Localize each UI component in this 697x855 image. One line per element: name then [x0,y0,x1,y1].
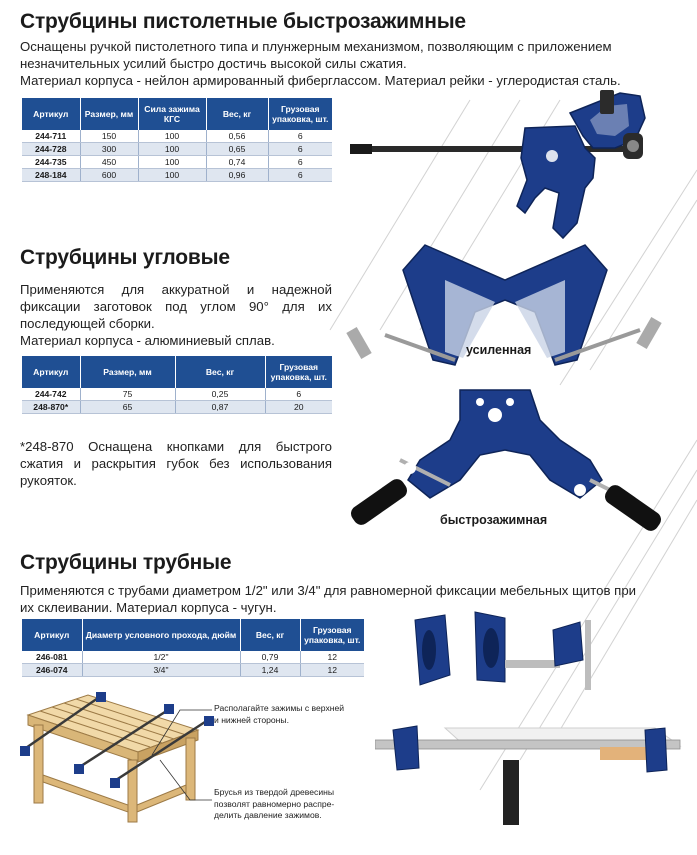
cell-weight: 0,56 [206,130,268,143]
note-bottom-line-2: позволят равномерно распре- [214,798,335,809]
caption-reinforced: усиленная [466,343,532,357]
section1-line-3: Материал корпуса - нейлон армированный фиберглассом. Материал рейки - углеродистая сталь. [20,73,621,88]
header-article: Артикул [22,356,80,388]
section3-line-1: Применяются с трубами диаметром 1/2" или 3/4" для равномерной фиксации мебельных щитов при [20,583,637,598]
section1-line-2: незначительных усилий быстро достичь высокой силы сжатия. [20,56,407,71]
cell-size: 300 [80,143,138,156]
table-row [22,388,332,401]
note-bottom [214,787,374,822]
header-weight: Вес, кг [206,98,268,130]
cell-article: 246-074 [22,664,82,677]
note-top-line-2: и нижней стороны. [214,714,289,725]
section3-title: Струбцины трубные [20,551,232,574]
cell-weight: 0,87 [175,401,265,414]
footnote-line-2: сжатия и раскрытия губок без использования [20,456,332,471]
header-pack: Грузовая упаковка, шт. [300,619,364,651]
section2-line-1: Применяются для аккуратной и надежной [20,282,332,297]
table-header-row [22,356,332,388]
cell-article: 246-081 [22,651,82,664]
header-article: Артикул [22,98,80,130]
section2-line-3: последующей сборки. [20,316,155,331]
note-top [214,703,374,726]
note-bottom-line-1: Брусья из твердой древесины [214,787,335,797]
cell-article: 244-728 [22,143,80,156]
section2-spec-table [22,356,332,414]
note-top-line-1: Располагайте зажимы с верхней [214,703,345,713]
cell-diameter: 3/4" [82,664,240,677]
header-force: Сила зажима КГС [138,98,206,130]
header-weight: Вес, кг [175,356,265,388]
table-row [22,651,364,664]
header-pack: Грузовая упаковка, шт. [268,98,332,130]
section2-description [20,281,332,349]
pipe-clamp-parts-image [405,600,605,695]
cell-article: 244-742 [22,388,80,401]
corner-clamp-reinforced-image [345,240,665,380]
cell-size: 65 [80,401,175,414]
cell-weight: 1,24 [240,664,300,677]
cell-article: 244-735 [22,156,80,169]
cell-weight: 0,79 [240,651,300,664]
cell-weight: 0,25 [175,388,265,401]
section1-line-1: Оснащены ручкой пистолетного типа и плунжерным механизмом, позволяющим с приложением [20,39,612,54]
callout-lines [150,700,220,810]
section3-spec-table [22,619,364,677]
cell-pack: 12 [300,664,364,677]
pistol-clamp-image [345,88,675,248]
cell-pack: 6 [268,156,332,169]
footnote-line-1: *248-870 Оснащена кнопками для быстрого [20,439,332,454]
section2-footnote [20,438,332,489]
cell-article: 248-184 [22,169,80,182]
cell-pack: 6 [268,130,332,143]
cell-article: 248-870* [22,401,80,414]
footnote-line-3: рукояток. [20,473,77,488]
pipe-clamp-assembled-image [375,700,685,830]
cell-article: 244-711 [22,130,80,143]
header-diameter: Диаметр условного прохода, дюйм [82,619,240,651]
table-header-row [22,619,364,651]
section2-line-4: Материал корпуса - алюминиевый сплав. [20,333,275,348]
cell-pack: 6 [268,143,332,156]
cell-force: 100 [138,169,206,182]
section3-line-2: их склеивании. Материал корпуса - чугун. [20,600,277,615]
cell-force: 100 [138,143,206,156]
cell-size: 150 [80,130,138,143]
cell-force: 100 [138,130,206,143]
table-row [22,401,332,414]
header-size: Размер, мм [80,98,138,130]
cell-weight: 0,74 [206,156,268,169]
note-bottom-line-3: делить давление зажимов. [214,810,322,820]
cell-pack: 6 [268,169,332,182]
cell-force: 100 [138,156,206,169]
cell-pack: 12 [300,651,364,664]
cell-diameter: 1/2" [82,651,240,664]
cell-weight: 0,65 [206,143,268,156]
header-weight: Вес, кг [240,619,300,651]
cell-weight: 0,96 [206,169,268,182]
header-article: Артикул [22,619,82,651]
cell-pack: 20 [265,401,332,414]
section2-line-2: фиксации заготовок под углом 90° для их [20,299,332,314]
cell-size: 450 [80,156,138,169]
table-row [22,664,364,677]
caption-quick: быстрозажимная [440,513,548,527]
header-pack: Грузовая упаковка, шт. [265,356,332,388]
cell-size: 75 [80,388,175,401]
section1-title: Струбцины пистолетные быстрозажимные [20,10,466,33]
section2-title: Струбцины угловые [20,246,230,269]
cell-size: 600 [80,169,138,182]
cell-pack: 6 [265,388,332,401]
header-size: Размер, мм [80,356,175,388]
